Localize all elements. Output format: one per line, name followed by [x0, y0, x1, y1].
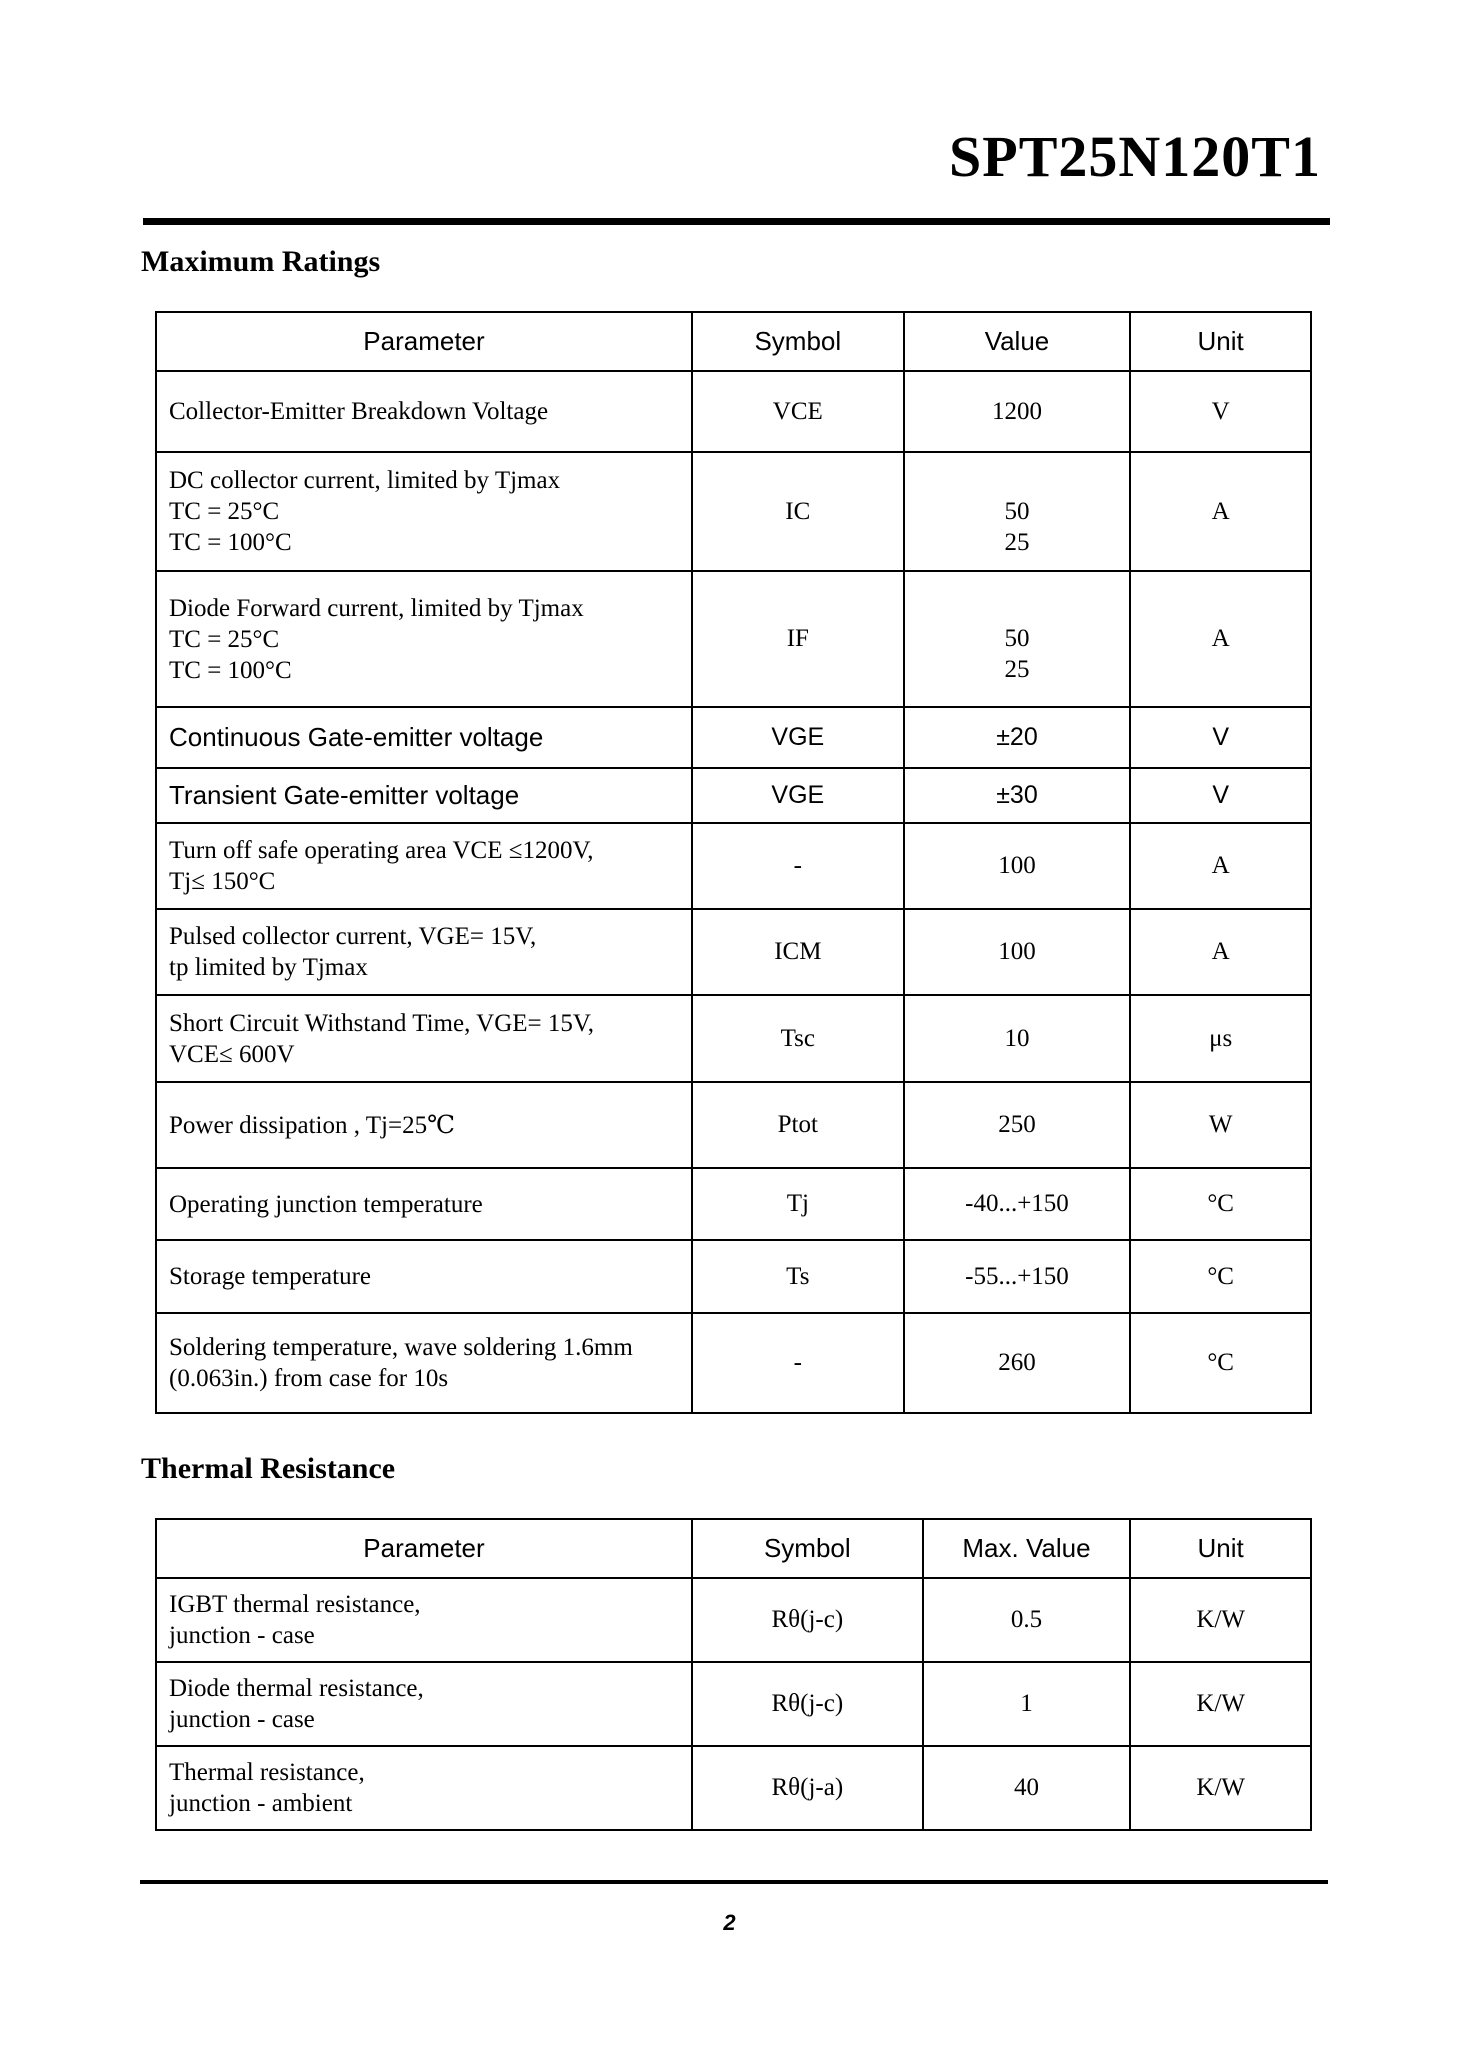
- parameter-cell: [156, 1313, 692, 1413]
- parameter-line: DC collector current, limited by Tjmax: [169, 467, 561, 494]
- unit-cell: V: [1130, 768, 1311, 823]
- column-header-symbol: Symbol: [692, 312, 904, 371]
- parameter-line: TC = 100°C: [169, 656, 292, 684]
- maximum-ratings-heading: Maximum Ratings: [141, 245, 381, 278]
- value-line: 50: [1004, 497, 1030, 525]
- value-cell: [904, 452, 1131, 571]
- parameter-line: Diode Forward current, limited by Tjmax: [169, 594, 584, 622]
- value-line: 50: [1004, 625, 1030, 652]
- unit-cell: μs: [1130, 995, 1311, 1082]
- symbol-cell: VGE: [692, 768, 904, 823]
- value-cell: 40: [923, 1746, 1131, 1830]
- table-row: [156, 1082, 1311, 1168]
- value-cell: -40...+150: [904, 1168, 1131, 1240]
- value-cell: ±20: [904, 707, 1131, 768]
- unit-cell: K/W: [1130, 1746, 1311, 1830]
- value-cell: ±30: [904, 768, 1131, 823]
- table-row: [156, 1240, 1311, 1313]
- parameter-line: VCE≤ 600V: [169, 1040, 295, 1068]
- parameter-cell: [156, 452, 692, 571]
- parameter-cell: [156, 1746, 692, 1830]
- table-header-row: [156, 1519, 1311, 1578]
- symbol-cell: IF: [692, 571, 904, 707]
- value-line: 25: [1004, 656, 1030, 683]
- value-cell: 1200: [904, 371, 1131, 452]
- symbol-cell: IC: [692, 452, 904, 571]
- unit-cell: K/W: [1130, 1578, 1311, 1662]
- unit-cell: K/W: [1130, 1662, 1311, 1746]
- table-row: [156, 371, 1311, 452]
- page-number: 2: [723, 1910, 736, 1935]
- unit-cell: W: [1130, 1082, 1311, 1168]
- unit-cell: A: [1130, 571, 1311, 707]
- column-header-value: Value: [904, 312, 1131, 371]
- unit-cell: °C: [1130, 1168, 1311, 1240]
- table-row: [156, 909, 1311, 995]
- maximum-ratings-table: [155, 311, 1312, 1414]
- parameter-cell: Storage temperature: [156, 1240, 692, 1313]
- unit-cell: °C: [1130, 1313, 1311, 1413]
- value-cell: 10: [904, 995, 1131, 1082]
- column-header-unit: Unit: [1130, 1519, 1311, 1578]
- symbol-cell: Tsc: [692, 995, 904, 1082]
- parameter-cell: [156, 1662, 692, 1746]
- parameter-line: Soldering temperature, wave soldering 1.6mm: [169, 1334, 633, 1361]
- parameter-line: IGBT thermal resistance,: [169, 1591, 421, 1618]
- parameter-cell: Continuous Gate-emitter voltage: [156, 707, 692, 768]
- table-row: [156, 768, 1311, 823]
- symbol-cell: Rθ(j-c): [692, 1578, 923, 1662]
- header-rule: [143, 218, 1330, 225]
- parameter-cell: [156, 909, 692, 995]
- column-header-parameter: Parameter: [156, 312, 692, 371]
- parameter-line: Turn off safe operating area VCE ≤1200V,: [169, 837, 594, 864]
- unit-cell: A: [1130, 909, 1311, 995]
- parameter-cell: Transient Gate-emitter voltage: [156, 768, 692, 823]
- parameter-line: Short Circuit Withstand Time, VGE= 15V,: [169, 1009, 594, 1037]
- parameter-line: (0.063in.) from case for 10s: [169, 1365, 449, 1392]
- symbol-cell: Ts: [692, 1240, 904, 1313]
- value-cell: 100: [904, 909, 1131, 995]
- table-header-row: [156, 312, 1311, 371]
- value-cell: 0.5: [923, 1578, 1131, 1662]
- column-header-unit: Unit: [1130, 312, 1311, 371]
- part-number-title: SPT25N120T1: [949, 124, 1321, 189]
- parameter-line: junction - case: [169, 1622, 315, 1649]
- parameter-line: Tj≤ 150°C: [169, 868, 276, 895]
- symbol-cell: VCE: [692, 371, 904, 452]
- table-row: [156, 452, 1311, 571]
- column-header-parameter: Parameter: [156, 1519, 692, 1578]
- table-row: [156, 1168, 1311, 1240]
- symbol-cell: -: [692, 823, 904, 909]
- footer-rule: [140, 1880, 1328, 1884]
- symbol-cell: Rθ(j-c): [692, 1662, 923, 1746]
- parameter-cell: [156, 571, 692, 707]
- value-line: 25: [1004, 528, 1030, 556]
- symbol-cell: ICM: [692, 909, 904, 995]
- table-row: [156, 1578, 1311, 1662]
- symbol-cell: -: [692, 1313, 904, 1413]
- table-row: [156, 571, 1311, 707]
- table-row: [156, 1662, 1311, 1746]
- table-row: [156, 1313, 1311, 1413]
- table-row: [156, 995, 1311, 1082]
- value-cell: 1: [923, 1662, 1131, 1746]
- unit-cell: A: [1130, 823, 1311, 909]
- column-header-max-value: Max. Value: [923, 1519, 1131, 1578]
- symbol-cell: Tj: [692, 1168, 904, 1240]
- parameter-line: junction - ambient: [169, 1790, 353, 1817]
- parameter-cell: [156, 995, 692, 1082]
- parameter-line: TC = 100°C: [169, 529, 292, 556]
- value-cell: -55...+150: [904, 1240, 1131, 1313]
- unit-cell: V: [1130, 371, 1311, 452]
- value-cell: 100: [904, 823, 1131, 909]
- symbol-cell: Rθ(j-a): [692, 1746, 923, 1830]
- value-cell: 260: [904, 1313, 1131, 1413]
- parameter-line: junction - case: [169, 1706, 315, 1733]
- parameter-line: tp limited by Tjmax: [169, 954, 368, 981]
- symbol-cell: Ptot: [692, 1082, 904, 1168]
- parameter-cell: [156, 823, 692, 909]
- column-header-symbol: Symbol: [692, 1519, 923, 1578]
- parameter-line: Diode thermal resistance,: [169, 1675, 424, 1702]
- table-row: [156, 707, 1311, 768]
- unit-cell: A: [1130, 452, 1311, 571]
- symbol-cell: VGE: [692, 707, 904, 768]
- thermal-resistance-table: [155, 1518, 1312, 1831]
- parameter-line: TC = 25°C: [169, 625, 280, 653]
- value-cell: 250: [904, 1082, 1131, 1168]
- parameter-cell: Operating junction temperature: [156, 1168, 692, 1240]
- unit-cell: V: [1130, 707, 1311, 768]
- parameter-line: Thermal resistance,: [169, 1759, 365, 1786]
- table-row: [156, 1746, 1311, 1830]
- parameter-cell: Power dissipation , Tj=25℃: [156, 1082, 692, 1168]
- parameter-line: TC = 25°C: [169, 498, 280, 525]
- thermal-resistance-heading: Thermal Resistance: [141, 1452, 396, 1485]
- parameter-cell: [156, 1578, 692, 1662]
- unit-cell: °C: [1130, 1240, 1311, 1313]
- parameter-line: Pulsed collector current, VGE= 15V,: [169, 923, 537, 950]
- value-cell: [904, 571, 1131, 707]
- table-row: [156, 823, 1311, 909]
- parameter-cell: Collector-Emitter Breakdown Voltage: [156, 371, 692, 452]
